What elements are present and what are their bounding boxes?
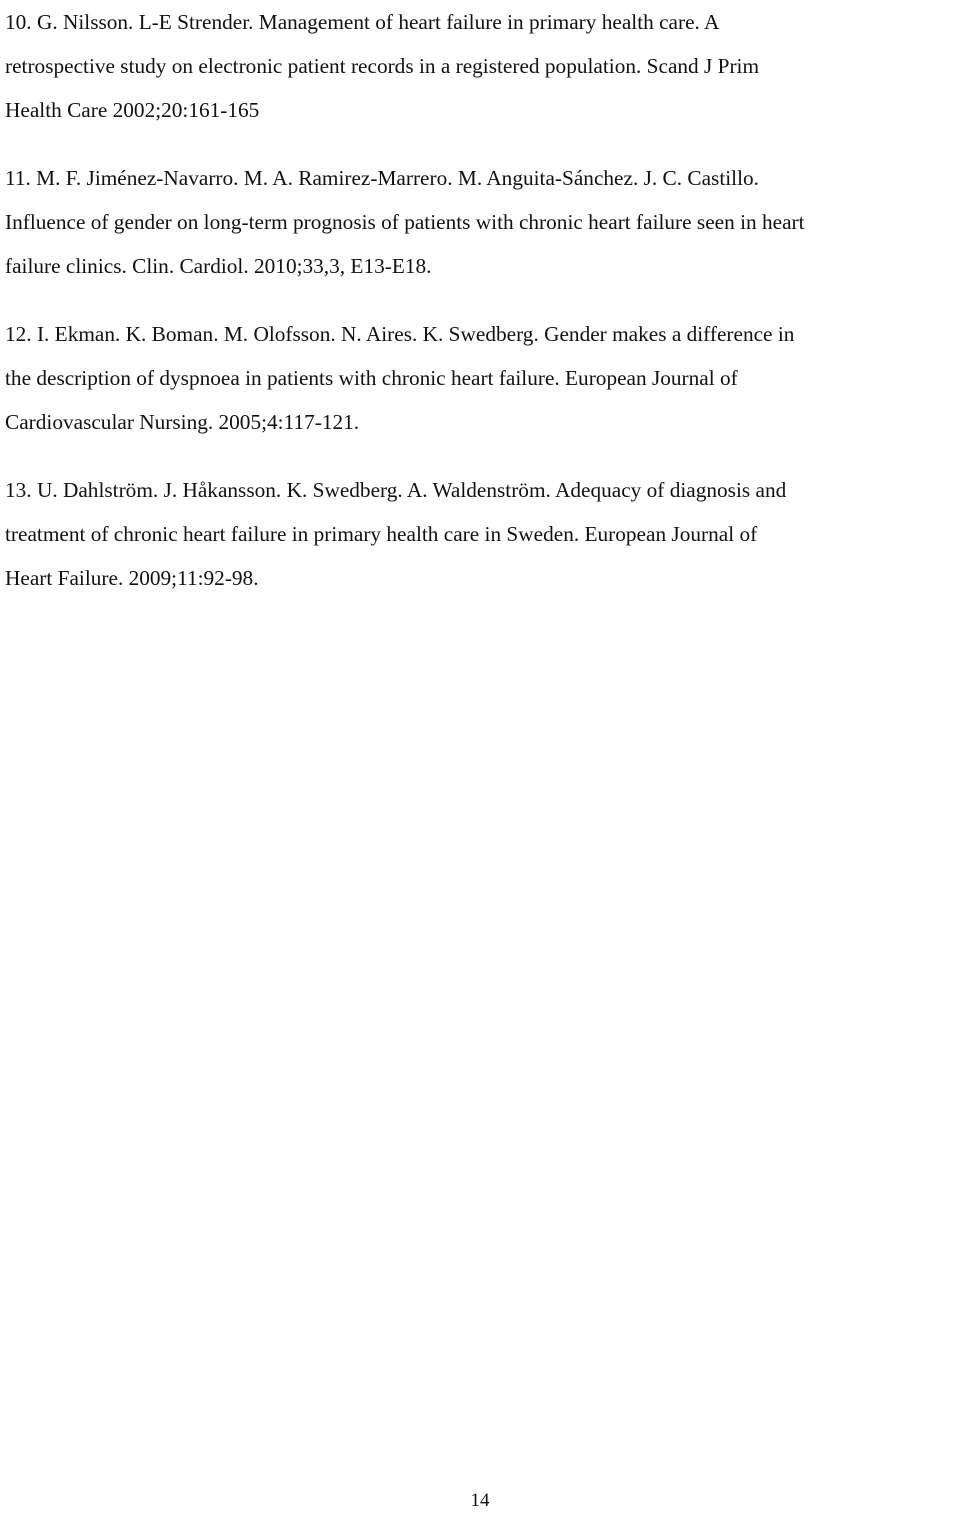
reference-list [5, 0, 957, 624]
reference-10: 10. G. Nilsson. L-E Strender. Management of heart failure in primary health care. A retrospective study on electronic patient records in a registered population. Scand J Prim Health Care 2002;20:161-165 [5, 10, 760, 122]
reference-12: 12. I. Ekman. K. Boman. M. Olofsson. N. Aires. K. Swedberg. Gender makes a difference in the description of dyspnoea in patients with chronic heart failure. European Journal of Cardiovascular Nursing. 2005;4:117-121. [5, 322, 795, 434]
reference-13: 13. U. Dahlström. J. Håkansson. K. Swedberg. A. Waldenström. Adequacy of diagnosis and treatment of chronic heart failure in primary health care in Sweden. European Journal of Heart Failure. 2009;11:92-98. [5, 478, 787, 590]
page-number: 14 [470, 1490, 490, 1511]
reference-11: 11. M. F. Jiménez-Navarro. M. A. Ramirez-Marrero. M. Anguita-Sánchez. J. C. Castillo. Influence of gender on long-term prognosis of patients with chronic heart failure seen in heart failure clinics. Clin. Cardiol. 2010;33,3, E13-E18. [5, 166, 805, 278]
